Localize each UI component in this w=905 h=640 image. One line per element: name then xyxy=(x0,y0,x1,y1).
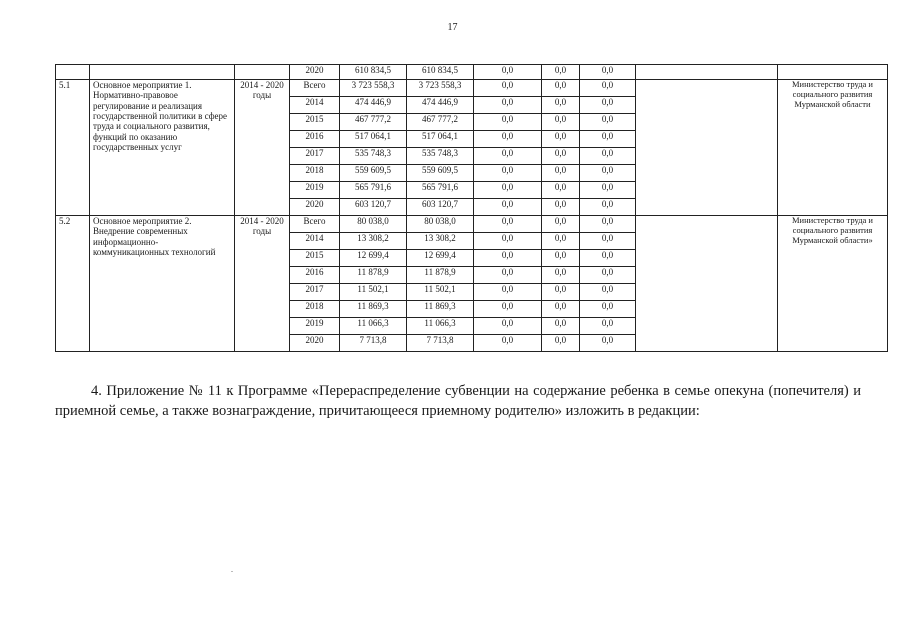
federal-budget-cell: 0,0 xyxy=(474,148,542,165)
total-value-cell: 12 699,4 xyxy=(340,250,407,267)
measure-number: 5.1 xyxy=(56,80,90,216)
local-budget-cell: 0,0 xyxy=(542,233,580,250)
federal-budget-cell: 0,0 xyxy=(474,216,542,233)
other-sources-cell: 0,0 xyxy=(580,284,636,301)
number-cell xyxy=(56,65,90,80)
local-budget-cell: 0,0 xyxy=(542,216,580,233)
measure-executor: Министерство труда и социального развития Мурманской области xyxy=(778,80,888,216)
local-budget-cell: 0,0 xyxy=(542,199,580,216)
regional-budget-cell: 467 777,2 xyxy=(407,114,474,131)
indicator-cell xyxy=(636,80,778,216)
table-row xyxy=(56,216,888,233)
local-budget-cell: 0,0 xyxy=(542,80,580,97)
federal-budget-cell: 0,0 xyxy=(474,267,542,284)
executor-cell xyxy=(778,65,888,80)
other-sources-cell: 0,0 xyxy=(580,97,636,114)
regional-budget-cell: 603 120,7 xyxy=(407,199,474,216)
federal-budget-cell: 0,0 xyxy=(474,114,542,131)
year-cell: 2016 xyxy=(290,267,340,284)
total-value-cell: 467 777,2 xyxy=(340,114,407,131)
budget-table-body xyxy=(56,65,888,352)
year-cell: 2015 xyxy=(290,114,340,131)
total-value-cell: 11 878,9 xyxy=(340,267,407,284)
other-sources-cell: 0,0 xyxy=(580,335,636,352)
other-sources-cell: 0,0 xyxy=(580,301,636,318)
other-sources-cell: 0,0 xyxy=(580,250,636,267)
year-cell: 2015 xyxy=(290,250,340,267)
total-value-cell: 11 869,3 xyxy=(340,301,407,318)
scan-artifact xyxy=(231,571,233,572)
regional-budget-cell: 559 609,5 xyxy=(407,165,474,182)
year-cell: 2018 xyxy=(290,301,340,318)
total-value-cell: 565 791,6 xyxy=(340,182,407,199)
regional-budget-cell: 80 038,0 xyxy=(407,216,474,233)
federal-budget-cell: 0,0 xyxy=(474,182,542,199)
federal-budget-cell: 0,0 xyxy=(474,250,542,267)
year-cell: Всего xyxy=(290,80,340,97)
other-sources-cell: 0,0 xyxy=(580,80,636,97)
total-value-cell: 535 748,3 xyxy=(340,148,407,165)
year-cell: 2020 xyxy=(290,335,340,352)
table-row xyxy=(56,65,888,80)
period-cell xyxy=(235,65,290,80)
indicator-cell xyxy=(636,216,778,352)
total-value-cell: 610 834,5 xyxy=(340,65,407,80)
local-budget-cell: 0,0 xyxy=(542,250,580,267)
federal-budget-cell: 0,0 xyxy=(474,80,542,97)
total-value-cell: 80 038,0 xyxy=(340,216,407,233)
local-budget-cell: 0,0 xyxy=(542,182,580,199)
federal-budget-cell: 0,0 xyxy=(474,165,542,182)
other-sources-cell: 0,0 xyxy=(580,233,636,250)
table-row xyxy=(56,80,888,97)
regional-budget-cell: 11 869,3 xyxy=(407,301,474,318)
federal-budget-cell: 0,0 xyxy=(474,335,542,352)
federal-budget-cell: 0,0 xyxy=(474,65,542,80)
year-cell: 2017 xyxy=(290,148,340,165)
federal-budget-cell: 0,0 xyxy=(474,97,542,114)
measure-period: 2014 - 2020 годы xyxy=(235,80,290,216)
other-sources-cell: 0,0 xyxy=(580,318,636,335)
other-sources-cell: 0,0 xyxy=(580,65,636,80)
year-cell: 2018 xyxy=(290,165,340,182)
other-sources-cell: 0,0 xyxy=(580,114,636,131)
federal-budget-cell: 0,0 xyxy=(474,284,542,301)
regional-budget-cell: 535 748,3 xyxy=(407,148,474,165)
local-budget-cell: 0,0 xyxy=(542,284,580,301)
measure-name: Основное мероприятие 1. Нормативно-правовое регулирование и реализация государственной политики в сфере труда и социального развития, функций по оказанию государственных услуг xyxy=(90,80,235,216)
local-budget-cell: 0,0 xyxy=(542,148,580,165)
other-sources-cell: 0,0 xyxy=(580,165,636,182)
name-cell xyxy=(90,65,235,80)
total-value-cell: 3 723 558,3 xyxy=(340,80,407,97)
local-budget-cell: 0,0 xyxy=(542,65,580,80)
year-cell: 2020 xyxy=(290,199,340,216)
regional-budget-cell: 474 446,9 xyxy=(407,97,474,114)
total-value-cell: 517 064,1 xyxy=(340,131,407,148)
regional-budget-cell: 517 064,1 xyxy=(407,131,474,148)
regional-budget-cell: 7 713,8 xyxy=(407,335,474,352)
other-sources-cell: 0,0 xyxy=(580,199,636,216)
local-budget-cell: 0,0 xyxy=(542,267,580,284)
local-budget-cell: 0,0 xyxy=(542,301,580,318)
local-budget-cell: 0,0 xyxy=(542,131,580,148)
year-cell: 2020 xyxy=(290,65,340,80)
regional-budget-cell: 565 791,6 xyxy=(407,182,474,199)
other-sources-cell: 0,0 xyxy=(580,182,636,199)
local-budget-cell: 0,0 xyxy=(542,114,580,131)
local-budget-cell: 0,0 xyxy=(542,97,580,114)
budget-table xyxy=(55,64,888,352)
indicator-cell xyxy=(636,65,778,80)
total-value-cell: 11 502,1 xyxy=(340,284,407,301)
federal-budget-cell: 0,0 xyxy=(474,301,542,318)
local-budget-cell: 0,0 xyxy=(542,318,580,335)
other-sources-cell: 0,0 xyxy=(580,148,636,165)
total-value-cell: 13 308,2 xyxy=(340,233,407,250)
regional-budget-cell: 3 723 558,3 xyxy=(407,80,474,97)
instruction-paragraph: 4. Приложение № 11 к Программе «Перераспределение субвенции на содержание ребенка в семье опекуна (попечителя) и приемной семье, а также вознаграждение, причитающееся приемному родителю» изложить в редакции: xyxy=(55,382,861,419)
year-cell: Всего xyxy=(290,216,340,233)
measure-number: 5.2 xyxy=(56,216,90,352)
federal-budget-cell: 0,0 xyxy=(474,318,542,335)
local-budget-cell: 0,0 xyxy=(542,165,580,182)
other-sources-cell: 0,0 xyxy=(580,216,636,233)
regional-budget-cell: 13 308,2 xyxy=(407,233,474,250)
year-cell: 2019 xyxy=(290,318,340,335)
total-value-cell: 559 609,5 xyxy=(340,165,407,182)
total-value-cell: 474 446,9 xyxy=(340,97,407,114)
year-cell: 2014 xyxy=(290,233,340,250)
year-cell: 2019 xyxy=(290,182,340,199)
page-number: 17 xyxy=(447,22,458,33)
year-cell: 2014 xyxy=(290,97,340,114)
regional-budget-cell: 11 066,3 xyxy=(407,318,474,335)
year-cell: 2016 xyxy=(290,131,340,148)
regional-budget-cell: 11 502,1 xyxy=(407,284,474,301)
total-value-cell: 603 120,7 xyxy=(340,199,407,216)
regional-budget-cell: 11 878,9 xyxy=(407,267,474,284)
year-cell: 2017 xyxy=(290,284,340,301)
total-value-cell: 7 713,8 xyxy=(340,335,407,352)
total-value-cell: 11 066,3 xyxy=(340,318,407,335)
measure-name: Основное мероприятие 2. Внедрение современных информационно-коммуникационных технологий xyxy=(90,216,235,352)
regional-budget-cell: 12 699,4 xyxy=(407,250,474,267)
local-budget-cell: 0,0 xyxy=(542,335,580,352)
federal-budget-cell: 0,0 xyxy=(474,199,542,216)
measure-period: 2014 - 2020 годы xyxy=(235,216,290,352)
other-sources-cell: 0,0 xyxy=(580,267,636,284)
federal-budget-cell: 0,0 xyxy=(474,131,542,148)
other-sources-cell: 0,0 xyxy=(580,131,636,148)
federal-budget-cell: 0,0 xyxy=(474,233,542,250)
regional-budget-cell: 610 834,5 xyxy=(407,65,474,80)
measure-executor: Министерство труда и социального развития Мурманской области» xyxy=(778,216,888,352)
